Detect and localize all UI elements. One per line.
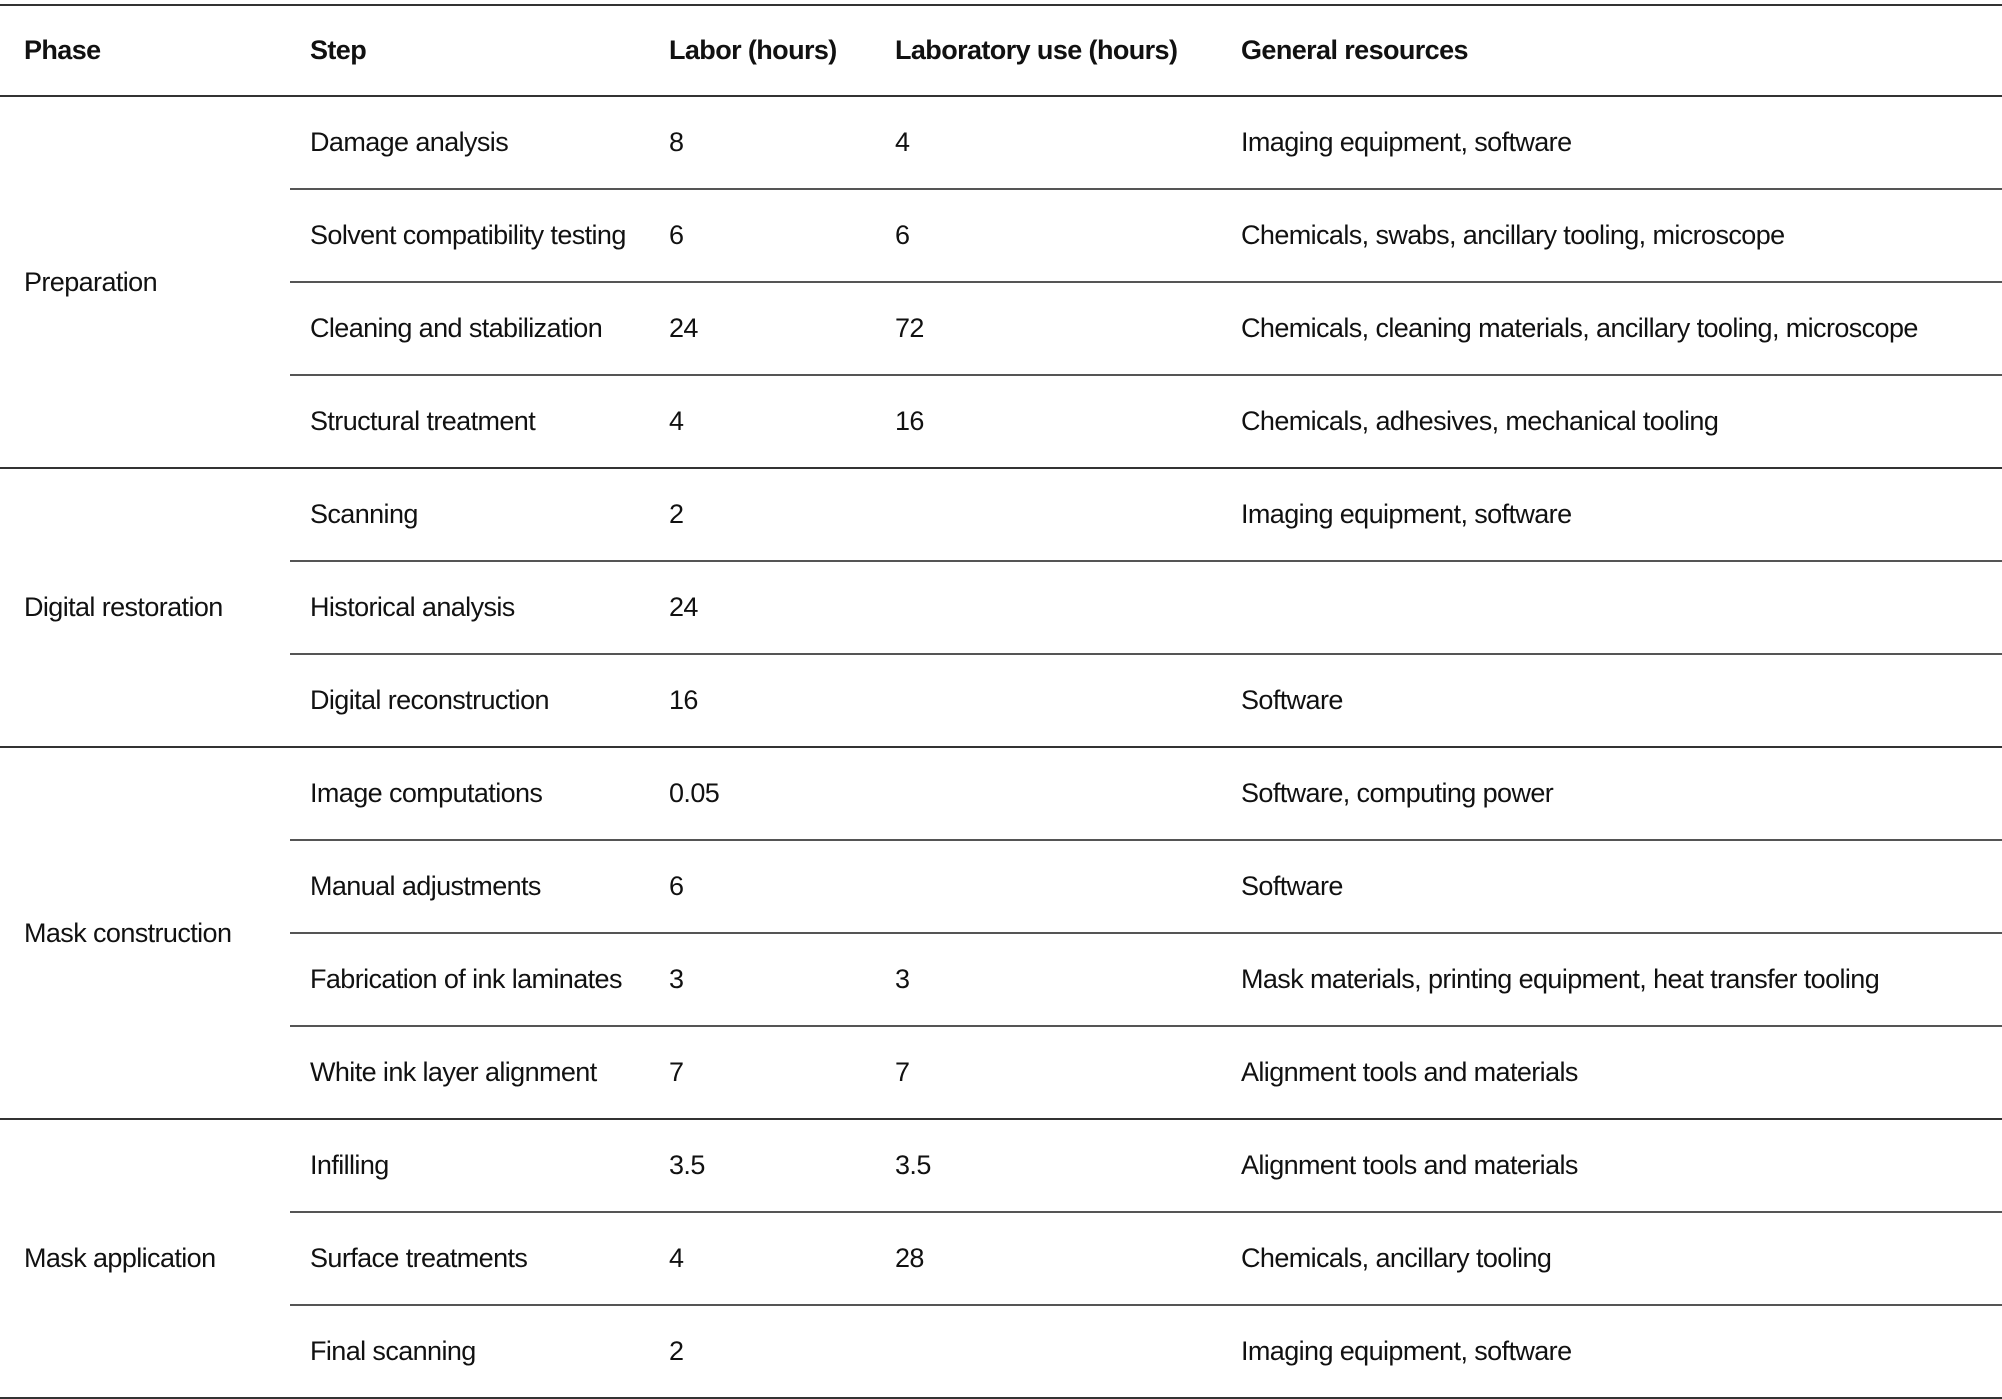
resources-cell: Software, computing power	[1241, 747, 2002, 840]
lab-use-cell: 16	[895, 375, 1241, 468]
labor-cell: 3.5	[669, 1119, 895, 1212]
lab-use-cell	[895, 747, 1241, 840]
step-cell: Damage analysis	[290, 96, 669, 189]
lab-use-cell	[895, 468, 1241, 561]
step-cell: Solvent compatibility testing	[290, 189, 669, 282]
header-lab-use: Laboratory use (hours)	[895, 5, 1241, 96]
labor-cell: 7	[669, 1026, 895, 1119]
step-cell: Infilling	[290, 1119, 669, 1212]
step-cell: Digital reconstruction	[290, 654, 669, 747]
phase-cell: Mask construction	[0, 747, 290, 1119]
resources-cell: Alignment tools and materials	[1241, 1026, 2002, 1119]
table-row	[0, 933, 2002, 1026]
lab-use-cell	[895, 1305, 1241, 1398]
phase-cell: Preparation	[0, 96, 290, 468]
table-row	[0, 96, 2002, 189]
table-row	[0, 282, 2002, 375]
resources-cell: Imaging equipment, software	[1241, 468, 2002, 561]
phase-cell: Mask application	[0, 1119, 290, 1398]
labor-cell: 8	[669, 96, 895, 189]
labor-cell: 4	[669, 1212, 895, 1305]
labor-cell: 4	[669, 375, 895, 468]
resources-cell: Mask materials, printing equipment, heat transfer tooling	[1241, 933, 2002, 1026]
step-cell: Cleaning and stabilization	[290, 282, 669, 375]
resources-cell: Software	[1241, 840, 2002, 933]
header-step: Step	[290, 5, 669, 96]
header-resources: General resources	[1241, 5, 2002, 96]
labor-cell: 6	[669, 840, 895, 933]
labor-cell: 16	[669, 654, 895, 747]
lab-use-cell: 3	[895, 933, 1241, 1026]
lab-use-cell: 3.5	[895, 1119, 1241, 1212]
resources-cell: Chemicals, swabs, ancillary tooling, microscope	[1241, 189, 2002, 282]
step-cell: Image computations	[290, 747, 669, 840]
resources-cell: Imaging equipment, software	[1241, 1305, 2002, 1398]
table-row	[0, 840, 2002, 933]
table-row	[0, 468, 2002, 561]
labor-cell: 3	[669, 933, 895, 1026]
labor-cell: 6	[669, 189, 895, 282]
table-row	[0, 1119, 2002, 1212]
header-row	[0, 5, 2002, 96]
table-row	[0, 1026, 2002, 1119]
resources-cell: Alignment tools and materials	[1241, 1119, 2002, 1212]
lab-use-cell: 28	[895, 1212, 1241, 1305]
table-row	[0, 747, 2002, 840]
lab-use-cell: 7	[895, 1026, 1241, 1119]
lab-use-cell	[895, 561, 1241, 654]
table-row	[0, 375, 2002, 468]
phase-cell: Digital restoration	[0, 468, 290, 747]
step-cell: Historical analysis	[290, 561, 669, 654]
labor-cell: 2	[669, 1305, 895, 1398]
table-row	[0, 189, 2002, 282]
labor-cell: 2	[669, 468, 895, 561]
table-row	[0, 1305, 2002, 1398]
header-labor: Labor (hours)	[669, 5, 895, 96]
lab-use-cell: 4	[895, 96, 1241, 189]
resource-table	[0, 4, 2002, 1399]
header-phase: Phase	[0, 5, 290, 96]
resources-cell: Imaging equipment, software	[1241, 96, 2002, 189]
step-cell: White ink layer alignment	[290, 1026, 669, 1119]
resources-cell: Chemicals, ancillary tooling	[1241, 1212, 2002, 1305]
lab-use-cell	[895, 654, 1241, 747]
lab-use-cell: 72	[895, 282, 1241, 375]
table-row	[0, 561, 2002, 654]
table-row	[0, 654, 2002, 747]
step-cell: Scanning	[290, 468, 669, 561]
lab-use-cell: 6	[895, 189, 1241, 282]
table-body	[0, 96, 2002, 1398]
table-row	[0, 1212, 2002, 1305]
step-cell: Surface treatments	[290, 1212, 669, 1305]
resources-cell: Chemicals, cleaning materials, ancillary tooling, microscope	[1241, 282, 2002, 375]
labor-cell: 0.05	[669, 747, 895, 840]
resources-cell: Software	[1241, 654, 2002, 747]
step-cell: Manual adjustments	[290, 840, 669, 933]
labor-cell: 24	[669, 561, 895, 654]
resources-cell: Chemicals, adhesives, mechanical tooling	[1241, 375, 2002, 468]
step-cell: Fabrication of ink laminates	[290, 933, 669, 1026]
lab-use-cell	[895, 840, 1241, 933]
labor-cell: 24	[669, 282, 895, 375]
resources-cell	[1241, 561, 2002, 654]
step-cell: Structural treatment	[290, 375, 669, 468]
step-cell: Final scanning	[290, 1305, 669, 1398]
